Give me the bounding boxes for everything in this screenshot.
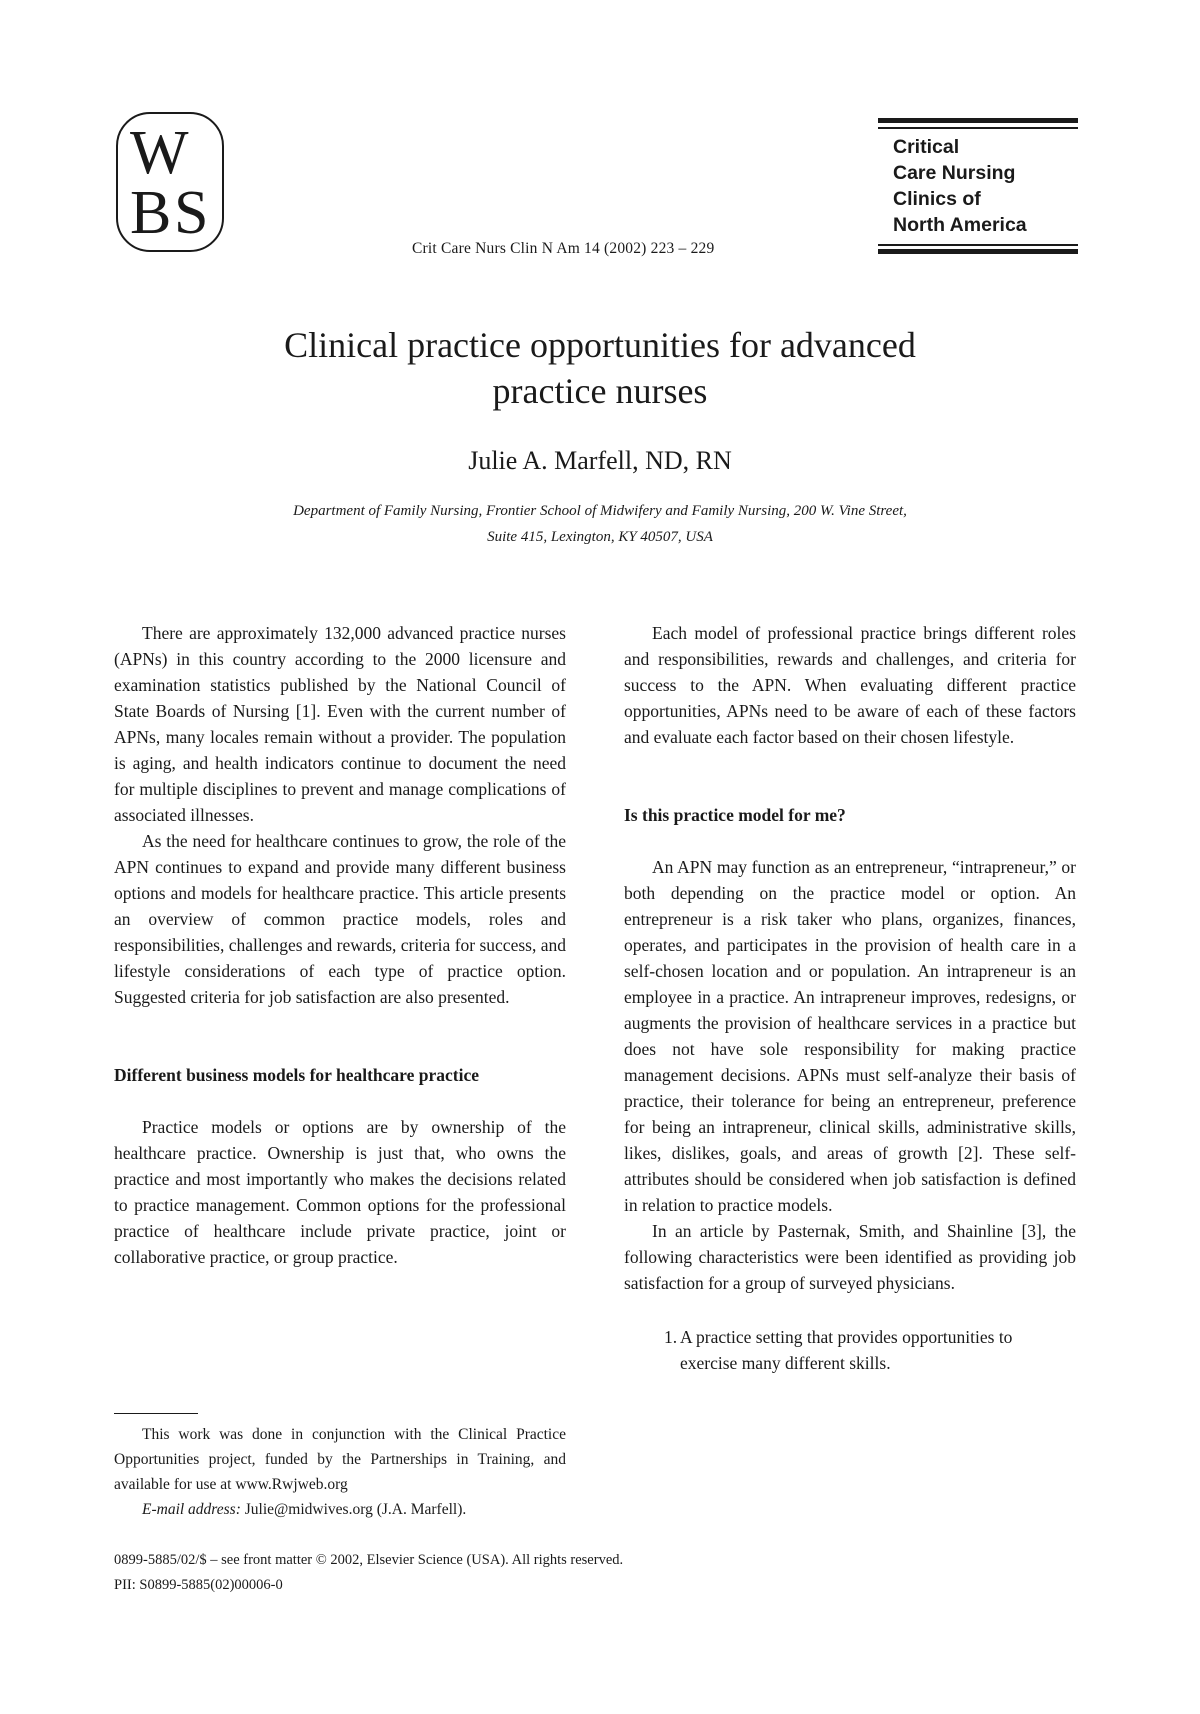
body-paragraph: An APN may function as an entrepreneur, “intrapreneur,” or both depending on the practice model or option. An entrepreneur is a risk taker who plans, organizes, finances, operates, and participates in the provision of health care in a self-chosen location and or population. An intrapreneur is an employee in a practice. An intrapreneur improves, redesigns, or augments the provision of healthcare services in a practice but does not have sole responsibility for making practice management decisions. APNs must self-analyze their basis of practice, their tolerance for being an entrepreneur, preference for being an intrapreneur, clinical skills, administrative skills, likes, dislikes, goals, and areas of growth [2]. These self-attributes should be considered when job satisfaction is defined in relation to practice models. bbox=[624, 857, 1076, 1215]
journal-name-line: Clinics of bbox=[893, 188, 981, 210]
footnote-rule bbox=[114, 1413, 198, 1414]
list-item bbox=[624, 1324, 1076, 1376]
body-paragraph: As the need for healthcare continues to grow, the role of the APN continues to expand and provide many different business options and models for healthcare practice. This article presents an overview of common practice models, roles and responsibilities, challenges and rewards, criteria for success, and lifestyle considerations of each type of practice option. Suggested criteria for job satisfaction are also presented. bbox=[114, 831, 566, 1007]
logo-letter-s: S bbox=[174, 179, 209, 247]
article-title bbox=[170, 322, 1030, 414]
article-title-line: practice nurses bbox=[492, 371, 708, 411]
article-title-line: Clinical practice opportunities for advanced bbox=[284, 325, 916, 365]
email-label: E-mail address: bbox=[142, 1501, 241, 1518]
body-paragraph: There are approximately 132,000 advanced practice nurses (APNs) in this country according to the 2000 licensure and examination statistics published by the National Council of State Boards of Nursing [1]. Even with the current number of APNs, many locales remain without a provider. The population is aging, and health indicators continue to document the need for multiple disciplines to prevent and manage complications of associated illnesses. bbox=[114, 623, 566, 825]
journal-rule-bottom-thin bbox=[878, 244, 1078, 246]
characteristics-list bbox=[624, 1324, 1076, 1376]
journal-name-line: North America bbox=[893, 214, 1027, 236]
author-affiliation bbox=[150, 498, 1050, 550]
section-heading: Is this practice model for me? bbox=[624, 805, 846, 825]
author-name: Julie A. Marfell, ND, RN bbox=[468, 446, 732, 475]
section-heading: Different business models for healthcare practice bbox=[114, 1065, 480, 1085]
journal-name-line: Critical bbox=[893, 136, 960, 158]
right-column bbox=[624, 620, 1076, 1376]
journal-citation: Crit Care Nurs Clin N Am 14 (2002) 223 – 229 bbox=[412, 240, 715, 257]
journal-name bbox=[893, 134, 1027, 238]
affiliation-line: Department of Family Nursing, Frontier School of Midwifery and Family Nursing, 200 W. Vine Street, bbox=[293, 503, 907, 519]
footnote-email bbox=[114, 1497, 566, 1522]
pii-line: PII: S0899-5885(02)00006-0 bbox=[114, 1577, 283, 1593]
footnote-text: This work was done in conjunction with the Clinical Practice Opportunities project, funded by the Partnerships in Training, and available for use at www.Rwjweb.org bbox=[114, 1426, 566, 1493]
publisher-logo bbox=[116, 112, 224, 252]
affiliation-line: Suite 415, Lexington, KY 40507, USA bbox=[487, 529, 713, 545]
journal-name-block bbox=[878, 118, 1078, 258]
logo-letter-w: W bbox=[130, 119, 189, 187]
body-paragraph: In an article by Pasternak, Smith, and Shainline [3], the following characteristics were been identified as providing job satisfaction for a group of surveyed physicians. bbox=[624, 1221, 1076, 1293]
list-item-text: A practice setting that provides opportunities to exercise many different skills. bbox=[680, 1327, 1013, 1373]
email-address: Julie@midwives.org (J.A. Marfell). bbox=[244, 1501, 467, 1518]
left-column bbox=[114, 620, 566, 1270]
list-item-number: 1. bbox=[664, 1327, 678, 1347]
logo-letter-b: B bbox=[130, 179, 172, 247]
copyright-line: 0899-5885/02/$ – see front matter © 2002, Elsevier Science (USA). All rights reserved. bbox=[114, 1552, 624, 1568]
journal-rule-top-thin bbox=[878, 127, 1078, 129]
body-paragraph: Practice models or options are by ownership of the healthcare practice. Ownership is just that, who owns the practice and most importantly who makes the decisions related to practice management. Common options for the professional practice of healthcare include private practice, joint or collaborative practice, or group practice. bbox=[114, 1117, 566, 1267]
journal-name-line: Care Nursing bbox=[893, 162, 1016, 184]
journal-rule-top bbox=[878, 118, 1078, 123]
journal-rule-bottom bbox=[878, 249, 1078, 254]
footnote bbox=[114, 1422, 566, 1522]
copyright-footer bbox=[114, 1548, 623, 1598]
body-paragraph: Each model of professional practice brings different roles and responsibilities, rewards and challenges, and criteria for success to the APN. When evaluating different practice opportunities, APNs need to be aware of each of these factors and evaluate each factor based on their chosen lifestyle. bbox=[624, 623, 1076, 747]
